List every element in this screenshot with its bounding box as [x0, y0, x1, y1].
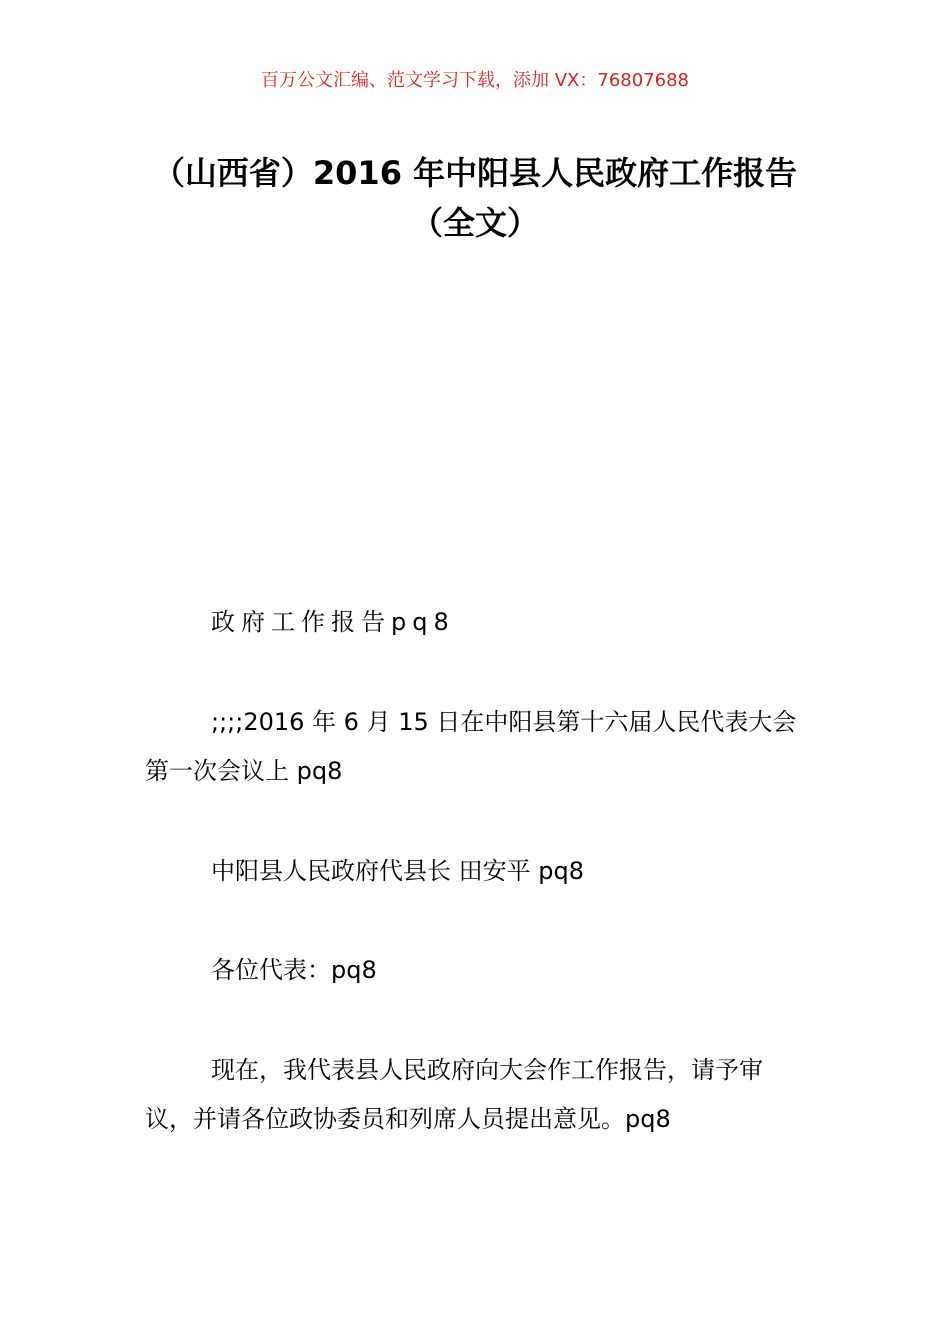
paragraph-speaker: 中阳县人民政府代县长 田安平 pq8 — [211, 857, 584, 885]
paragraph-opening: 现在，我代表县人民政府向大会作工作报告，请予审议，并请各位政协委员和列席人员提出意见。pq8 — [145, 1056, 763, 1133]
paragraph-report-heading: 政府工作报告pq8 — [211, 608, 455, 636]
document-title: （山西省）2016 年中阳县人民政府工作报告（全文） — [152, 154, 798, 242]
paragraph-salutation: 各位代表：pq8 — [211, 956, 377, 984]
watermark-header: 百万公文汇编、范文学习下载，添加 VX：76807688 — [261, 70, 689, 91]
paragraph-meeting-date: ;;;;2016 年 6 月 15 日在中阳县第十六届人民代表大会第一次会议上 pq8 — [145, 708, 797, 785]
